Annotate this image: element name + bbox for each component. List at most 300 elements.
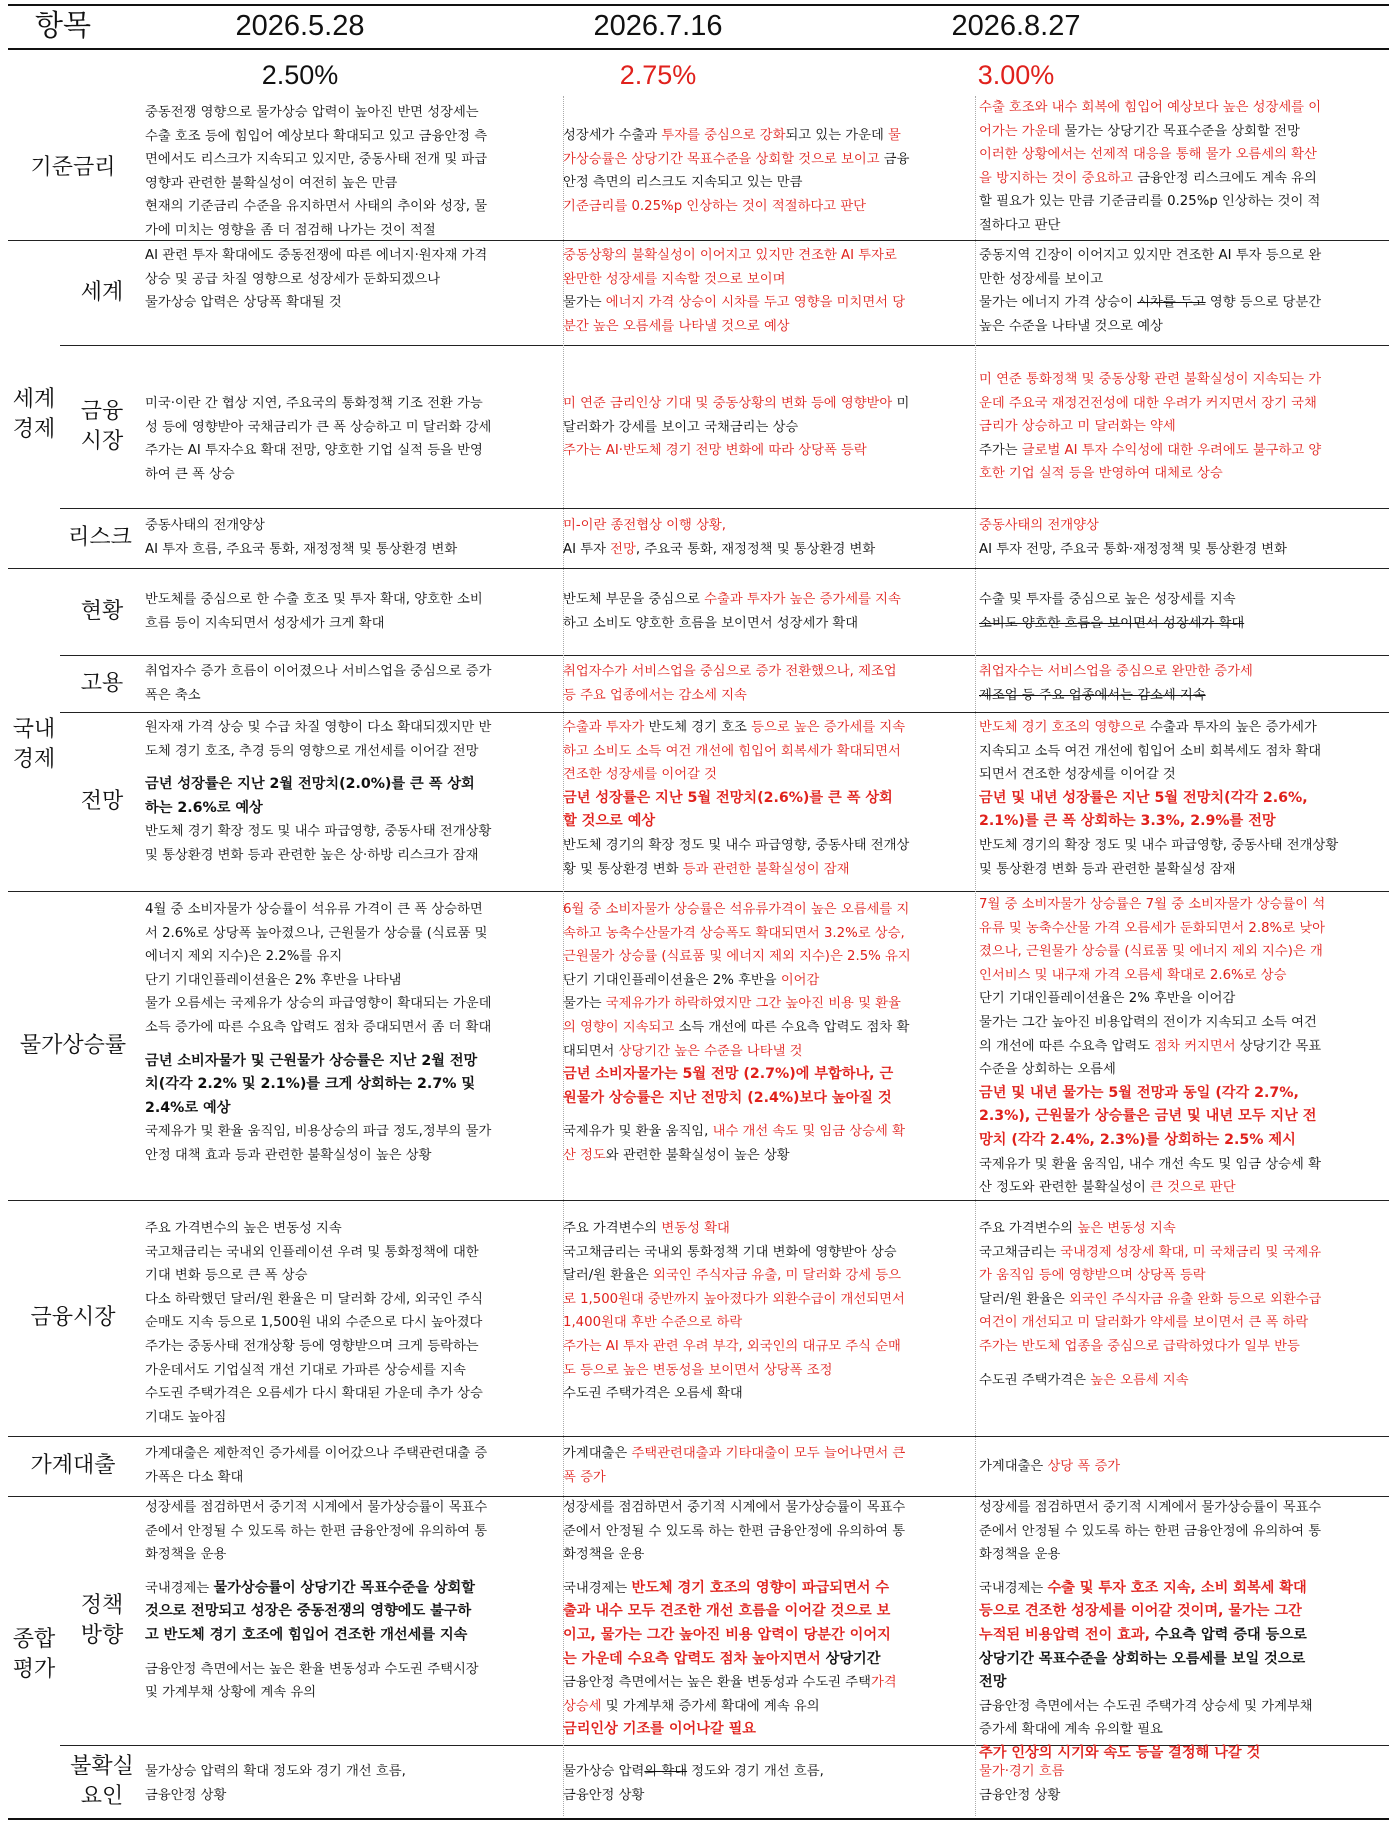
text-line [563,1359,975,1383]
label-world: 세계 [80,279,124,305]
body-text: 가계대출은 제한적인 증가세를 이어갔으나 주택관련대출 증 [145,1446,488,1461]
label-status: 현황 [80,598,124,624]
row-divider [60,345,1389,346]
body-text: 치(각각 2.2% 및 2.1%)를 크게 상회하는 2.7% 및 [145,1076,476,1093]
highlight-text: 근원물가 상승률 (식료품 및 에너지 제외 지수)은 2.5% 유지 [563,949,911,965]
text-line [979,684,1391,708]
text-line [979,244,1391,268]
body-text: 고 반도체 경기 호조에 힘입어 견조한 개선세를 지속 [145,1626,468,1643]
row-divider [8,891,1389,892]
body-text: 산 정도와 관련한 불확실성이 [979,1180,1151,1196]
header-item: 항목 [34,10,92,42]
text-line [563,810,975,834]
body-text: 달러/원 환율은 [563,1268,654,1284]
text-line [563,195,975,219]
highlight-text: 등으로 높은 증가세를 지속 [751,720,906,735]
highlight-text: 인서비스 및 내구재 가격 오름세 확대로 2.6%로 상승 [979,967,1287,983]
text-line [145,1577,557,1601]
label-employment: 고용 [80,670,124,696]
body-text: 만한 성장세를 보이고 [979,271,1104,287]
text-line [563,834,975,858]
text-line [979,1176,1391,1200]
text-line [563,1577,975,1601]
text-line [563,1335,975,1359]
body-text: 및 통상환경 변화 등과 관련한 높은 상·하방 리스크가 잠재 [145,847,479,863]
highlight-text: 누적된 비용압력 전이 효과, [979,1626,1150,1643]
highlight-text: 미 연준 통화정책 및 중동상황 관련 불확실성이 지속되는 가 [979,372,1322,387]
cell-financial-market-may [145,1217,557,1429]
highlight-text: 는 가운데 수요측 압력도 점차 높아지면서 [563,1650,821,1667]
text-line [979,1311,1391,1335]
row-divider [8,568,1389,569]
text-line [979,588,1391,612]
highlight-text: 상당기간 높은 수준을 나타낼 것 [618,1043,803,1059]
highlight-text: 기준금리를 0.25%p 인상하는 것이 적절하다고 판단 [563,198,867,214]
highlight-text: 중동사태의 전개양상 [979,518,1099,533]
text-line [145,660,557,684]
highlight-text: 미 연준 금리인상 기대 및 중동상황의 변화 등에 영향받아 [563,396,893,411]
cell-risk-jul [563,514,975,561]
text-line [979,462,1391,486]
text-line [563,315,975,339]
text-line [563,1543,975,1567]
header-divider [8,48,1389,50]
text-line [563,898,975,922]
line-gap [145,763,557,773]
body-text: 수요측 압력 증대 등으로 [1149,1626,1307,1643]
highlight-text: 도 등으로 높은 변동성을 보이면서 상당폭 조정 [563,1362,833,1378]
body-text: 증가세 확대에 계속 유의할 필요 [979,1722,1163,1738]
body-text: 가계대출은 [563,1446,632,1461]
text-line [979,315,1391,339]
highlight-text: 금년 성장률은 지난 5월 전망치(2.6%)를 큰 폭 상회 [563,789,893,806]
body-text: 주가는 [979,442,1022,458]
text-line [145,1624,557,1648]
highlight-text: 완만한 성장세를 지속할 것으로 보이며 [563,271,786,287]
line-gap [145,1040,557,1050]
text-line [145,148,557,172]
highlight-text: 취업자수는 서비스업을 중심으로 완만한 증가세 [979,664,1253,679]
highlight-text: 주택관련대출과 기타대출이 모두 늘어나면서 큰 [631,1446,906,1461]
text-line [563,763,975,787]
row-divider [8,1436,1389,1437]
text-line [563,1648,975,1672]
text-line [979,940,1391,964]
highlight-text: 국내경제 성장세 확대, 미 국채금리 및 국제유 [1060,1244,1322,1260]
body-text: 지속되고 소득 여건 개선에 힘입어 소비 회복세도 점차 확대 [979,743,1322,759]
body-text: 물가상승 압력은 상당폭 확대될 것 [145,295,342,311]
cell-uncertainty-jul [563,1760,975,1807]
row-divider [60,712,1389,713]
cell-status-aug [979,588,1391,635]
body-text: 높은 수준을 나타낼 것으로 예상 [979,318,1163,334]
line-gap [145,1648,557,1658]
text-line [979,143,1391,167]
body-text: AI 투자 전망, 주요국 통화·재정정책 및 통상환경 변화 [979,541,1287,557]
text-line [979,120,1391,144]
text-line [145,1335,557,1359]
body-text: 국내경제는 [145,1580,214,1596]
body-text: 상당기간 목표수준을 상회하는 오름세를 보일 것으로 [979,1650,1306,1667]
highlight-text: 미-이란 종전협상 이행 상황, [563,518,726,533]
highlight-text: 내수 개선 속도 및 임금 상승세 확 [712,1124,905,1140]
body-text: 폭은 축소 [145,687,201,703]
body-text: 중동사태의 전개양상 [145,518,265,533]
body-text: 성 등에 영향받아 국채금리가 큰 폭 상승하고 미 달러화 강세 [145,419,492,435]
line-gap [563,1110,975,1120]
text-line [145,463,557,487]
body-text: 기대 변화 등으로 큰 폭 상승 [145,1268,308,1284]
label-base-rate: 기준금리 [30,155,116,180]
text-line [563,1442,975,1466]
body-text: 주요 가격변수의 높은 변동성 지속 [145,1221,342,1236]
text-line [145,1658,557,1682]
body-text: 취업자수 증가 흐름이 이어졌으나 서비스업을 중심으로 증가 [145,664,492,679]
cell-policy-direction-may [145,1496,557,1705]
body-text: 금융안정 측면에서는 수도권 주택가격 상승세 및 가계부채 [979,1698,1313,1714]
highlight-text: 유류 및 농축수산물 가격 오름세가 둔화되면서 2.8%로 낮아 [979,920,1325,936]
body-text: 화정책을 운용 [563,1547,645,1563]
text-line [145,1359,557,1383]
body-text: AI 투자 흐름, 주요국 통화, 재정정책 및 통상환경 변화 [145,541,458,557]
highlight-text: 하고 소비도 소득 여건 개선에 힘입어 회복세가 확대되면서 [563,743,901,759]
text-line [979,268,1391,292]
text-line [563,588,975,612]
text-line [979,1520,1391,1544]
cell-outlook-jul [563,716,975,881]
body-text: 소득 증가에 따른 수요측 압력도 점차 증대되면서 좀 더 확대 [145,1019,492,1035]
body-text: 달러/원 환율은 [979,1291,1070,1307]
text-line [563,1695,975,1719]
body-text: 국제유가 및 환율 움직임, 내수 개선 속도 및 임금 상승세 확 [979,1156,1321,1172]
body-text: 반도체 경기의 확장 정도 및 내수 파급영향, 중동사태 전개상황 [979,837,1339,853]
body-text: 성장세를 점검하면서 중기적 시계에서 물가상승률이 목표수 [145,1500,488,1515]
cell-household-loans-aug [979,1455,1391,1479]
highlight-text: 졌으나, 근원물가 상승률 (식료품 및 에너지 제외 지수)은 개 [979,944,1323,960]
body-text: 국제유가 및 환율 움직임, [563,1124,713,1140]
body-text: 물가 오름세는 국제유가 상승의 파급영향이 확대되는 가운데 [145,996,492,1012]
body-text: 흐름 등이 지속되면서 성장세가 크게 확대 [145,615,385,631]
highlight-text: 수출과 투자가 [563,720,645,735]
body-text: 금년 소비자물가 및 근원물가 상승률은 지난 2월 전망 [145,1052,478,1069]
label-inflation: 물가상승률 [19,1032,127,1058]
body-text: 2.4%로 예상 [145,1099,231,1116]
body-text: 물가상승 압력 [563,1764,645,1779]
body-text: 안정 측면의 리스크도 지속되고 있는 만큼 [563,175,803,191]
text-line [145,684,557,708]
rate-jul: 2.75% [619,60,697,90]
text-line [145,716,557,740]
highlight-text: 을 방지하는 것이 중요하고 [979,170,1133,186]
highlight-text: 외국인 주식자금 유출, 미 달러화 강세 등으 [653,1268,901,1284]
body-text: 국내경제는 [563,1580,632,1596]
text-line [145,268,557,292]
body-text: 전망 [979,1674,1007,1691]
text-line [979,1648,1391,1672]
body-text: 미국·이란 간 협상 지연, 주요국의 통화정책 기조 전환 가능 [145,396,483,411]
highlight-text: 수출 호조와 내수 회복에 힘입어 예상보다 높은 성장세를 이 [979,100,1322,115]
header-date-aug: 2026.8.27 [951,10,1081,42]
text-line [145,195,557,219]
text-line [145,1217,557,1241]
text-line [979,1784,1391,1808]
highlight-text: 1,400원대 후반 수준으로 하락 [563,1315,743,1331]
highlight-text: 전망 [610,541,636,557]
text-line [979,1455,1391,1479]
text-line [145,1144,557,1168]
text-line [563,1624,975,1648]
body-text: 주가는 AI 투자수요 확대 전망, 양호한 기업 실적 등을 반영 [145,443,483,459]
text-line [979,1217,1391,1241]
body-text: 4월 중 소비자물가 상승률이 석유류 가격이 큰 폭 상승하면 [145,902,483,917]
highlight-text: 운데 주요국 재정건전성에 대한 우려가 커지면서 장기 국채 [979,395,1317,411]
cell-household-loans-may [145,1442,557,1489]
highlight-text: 가 움직임 등에 영향받으며 상당폭 등락 [979,1268,1206,1284]
text-line [979,1241,1391,1265]
body-text: 순매도 지속 등으로 1,500원 내외 수준으로 다시 높아졌다 [145,1315,483,1331]
cell-uncertainty-aug [979,1760,1391,1807]
highlight-text: 국제유가가 하락하였지만 그간 높아진 비용 및 환율 [605,996,901,1012]
text-line [145,898,557,922]
text-line [979,1035,1391,1059]
text-line [145,969,557,993]
highlight-text: 의 영향이 지속되고 [563,1019,675,1035]
line-gap [979,1567,1391,1577]
body-text: 성장세가 수출과 [563,128,662,143]
body-text: 황 및 통상환경 변화 [563,861,683,877]
body-text: 반도체를 중심으로 한 수출 호조 및 투자 확대, 양호한 소비 [145,592,483,607]
cell-base-rate-jul [563,124,975,218]
body-text: 하고 소비도 양호한 흐름을 보이면서 성장세가 확대 [563,615,859,631]
text-line [979,439,1391,463]
body-text: 준에서 안정될 수 있도록 하는 한편 금융안정에 유의하여 통 [563,1523,906,1539]
body-text: 물가는 [563,996,606,1012]
body-text: 수준을 상회하는 오름세 [979,1062,1116,1078]
body-text: 중동지역 긴장이 이어지고 있지만 견조한 AI 투자 등으로 완 [979,248,1322,263]
cell-outlook-aug [979,716,1391,881]
text-line [563,740,975,764]
highlight-text: 폭 증가 [563,1469,606,1485]
text-line [563,1087,975,1111]
text-line [979,1129,1391,1153]
text-line [145,1264,557,1288]
highlight-text: 큰 것으로 판단 [1150,1180,1236,1196]
body-text: AI 투자 [563,541,611,557]
highlight-text: 6월 중 소비자물가 상승률은 석유류가격이 높은 오름세를 지 [563,902,910,917]
body-text: 기대도 높아짐 [145,1409,227,1425]
text-line [563,1217,975,1241]
body-text: 금융안정 상황 [563,1787,645,1803]
highlight-text: 높은 변동성 지속 [1077,1221,1176,1236]
text-line [979,1264,1391,1288]
highlight-text: 중동상황의 불확실성이 이어지고 있지만 견조한 AI 투자로 [563,248,897,263]
row-divider [60,655,1389,656]
text-line [979,415,1391,439]
body-text: 수도권 주택가격은 오름세 확대 [563,1386,743,1402]
text-line [563,148,975,172]
body-text: 금융안정 측면에서는 높은 환율 변동성과 수도권 주택시장 [145,1661,479,1677]
cell-policy-direction-jul [563,1496,975,1742]
body-text: 가운데서도 기업실적 개선 기대로 가파른 상승세를 지속 [145,1362,466,1378]
text-line [979,1335,1391,1359]
text-line [979,763,1391,787]
text-line [563,1040,975,1064]
highlight-text: 2.3%), 근원물가 상승률은 금년 및 내년 모두 지난 전 [979,1108,1317,1125]
body-text: 성장세를 점검하면서 중기적 시계에서 물가상승률이 목표수 [979,1500,1322,1515]
highlight-text: 수출 및 투자 호조 지속, 소비 회복세 확대 [1047,1579,1307,1596]
text-line [563,992,975,1016]
highlight-text: 가격 [870,1675,897,1691]
body-text: 물가는 상당기간 목표수준을 상회할 전망 [1060,123,1300,139]
body-text: 금융 [879,151,910,167]
text-line [145,740,557,764]
text-line [563,1784,975,1808]
text-line [979,1496,1391,1520]
highlight-text: 취업자수가 서비스업을 중심으로 증가 전환했으나, 제조업 [563,664,897,679]
text-line [563,291,975,315]
cell-uncertainty-may [145,1760,557,1807]
text-line [979,1288,1391,1312]
cell-financial-market-aug [979,1217,1391,1392]
text-line [563,1718,975,1742]
rate-may: 2.50% [261,60,339,90]
text-line [145,1097,557,1121]
text-line [563,416,975,440]
text-line [563,787,975,811]
body-text: 국고채금리는 [979,1244,1061,1260]
text-line [145,416,557,440]
label-outlook: 전망 [80,788,124,814]
text-line [563,124,975,148]
text-line [563,945,975,969]
text-line [979,1369,1391,1393]
body-text: 수출 호조 등에 힘입어 예상보다 확대되고 있고 금융안정 측 [145,128,488,144]
highlight-text: 주가는 AI·반도체 경기 전망 변화에 따라 상당폭 등락 [563,443,867,459]
label-domestic-economy: 국내 경제 [12,717,56,772]
text-line [979,660,1391,684]
body-text: 국고채금리는 국내외 통화정책 기대 변화에 영향받아 상승 [563,1244,897,1260]
text-line [145,1382,557,1406]
text-line [563,439,975,463]
text-line [563,1600,975,1624]
highlight-text: 호한 기업 실적 등을 반영하여 대체로 상승 [979,466,1223,482]
text-line [979,1671,1391,1695]
text-line [145,820,557,844]
text-line [563,171,975,195]
body-text: 반도체 경기의 확장 정도 및 내수 파급영향, 중동사태 전개상 [563,837,910,853]
highlight-text: 반도체 경기 호조의 영향이 파급되면서 수 [631,1579,890,1596]
label-uncertainty: 불확실 요인 [70,1753,134,1809]
text-line [979,368,1391,392]
highlight-text: 변동성 확대 [661,1221,730,1236]
body-text: 반도체 경기 호조 [644,720,752,735]
text-line [563,1382,975,1406]
body-text: 물가상승 압력의 확대 정도와 경기 개선 흐름, [145,1764,406,1779]
text-line [145,773,557,797]
text-line [145,514,557,538]
text-line [563,1120,975,1144]
body-text: 영향과 관련한 불확실성이 여전히 높은 만큼 [145,175,398,191]
text-line [979,1624,1391,1648]
body-text: 단기 기대인플레이션율은 2% 후반을 [563,972,781,988]
highlight-text: 어가는 가운데 [979,123,1061,139]
highlight-text: 등으로 견조한 성장세를 이어갈 것이며, 물가는 그간 [979,1603,1302,1620]
text-line [145,538,557,562]
text-line [145,1466,557,1490]
text-line [563,1144,975,1168]
body-text: 수출 및 투자를 중심으로 높은 성장세를 지속 [979,592,1236,607]
body-text: AI 관련 투자 확대에도 중동전쟁에 따른 에너지·원자재 가격 [145,248,488,263]
label-financial-market: 금융시장 [30,1305,116,1330]
body-text: 할 필요가 있는 만큼 기준금리를 0.25%p 인상하는 것이 적 [979,194,1321,210]
text-line [979,810,1391,834]
cell-risk-aug [979,514,1391,561]
highlight-text: 속하고 농축수산물가격 상승폭도 확대되면서 3.2%로 상승, [563,925,905,941]
text-line [145,219,557,243]
text-line [563,1466,975,1490]
text-line [563,244,975,268]
text-line [563,1063,975,1087]
highlight-text: 이러한 상황에서는 선제적 대응을 통해 물가 오름세의 확산 [979,147,1317,163]
text-line [145,922,557,946]
text-line [145,1600,557,1624]
cell-inflation-jul [563,898,975,1168]
text-line [563,1520,975,1544]
cell-employment-jul [563,660,975,707]
text-line [979,987,1391,1011]
text-line [563,684,975,708]
text-line [145,1288,557,1312]
highlight-text: 금년 및 내년 물가는 5월 전망과 동일 (각각 2.7%, [979,1084,1299,1101]
highlight-text: 금년 및 내년 성장률은 지난 5월 전망치(각각 2.6%, [979,789,1308,806]
body-text: 화정책을 운용 [145,1547,227,1563]
body-text: 하는 2.6%로 예상 [145,799,263,816]
text-line [979,1718,1391,1742]
highlight-text: 투자를 중심으로 강화 [661,128,786,143]
highlight-text: 금리인상 기조를 이어나갈 필요 [563,1721,756,1738]
text-line [563,392,975,416]
body-text: 주요 가격변수의 [563,1221,662,1236]
text-line [979,1058,1391,1082]
text-line [979,1760,1391,1784]
text-line [145,1050,557,1074]
text-line [145,1406,557,1430]
text-line [145,797,557,821]
body-text: 서 2.6%로 상당폭 높아졌으나, 근원물가 상승률 (식료품 및 [145,925,488,941]
body-text: 절하다고 판단 [979,217,1061,233]
highlight-text: 상당 폭 증가 [1047,1459,1121,1474]
row-divider [8,1200,1389,1201]
cell-inflation-aug [979,893,1391,1200]
body-text: 물가는 [563,295,606,311]
body-text: 의 확대 [644,1764,688,1779]
cell-household-loans-jul [563,1442,975,1489]
text-line [563,716,975,740]
body-text: 반도체 경기 확장 정도 및 내수 파급영향, 중동사태 전개상황 [145,824,492,840]
text-line [979,1105,1391,1129]
highlight-text: 주가는 반도체 업종을 중심으로 급락하였다가 일부 반등 [979,1338,1300,1354]
text-line [145,945,557,969]
body-text: 중동전쟁 영향으로 물가상승 압력이 높아진 반면 성장세는 [145,105,479,120]
body-text: 되고 있는 가운데 [785,128,889,143]
highlight-text: 산 정도 [563,1147,606,1163]
text-line [145,392,557,416]
text-line [979,1577,1391,1601]
text-line [979,893,1391,917]
body-text: 와 관련한 불확실성이 높은 상황 [605,1147,790,1163]
body-text: 물가상승률이 상당기간 목표수준을 상회할 [213,1579,475,1596]
text-line [979,1082,1391,1106]
